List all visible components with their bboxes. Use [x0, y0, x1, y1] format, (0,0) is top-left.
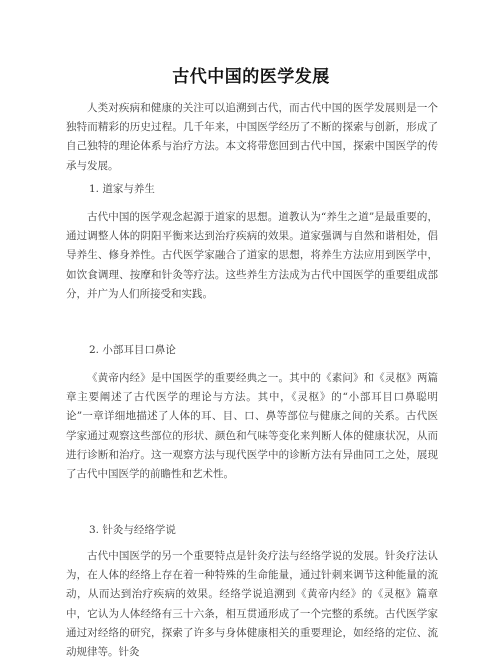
section-body-2: 《黄帝内经》是中国医学的重要经典之一。其中的《素问》和《灵枢》两篇章主要阐述了古代医学的理论与方法。其中，《灵枢》的“小部耳目口鼻聪明论”一章详细地描述了人体的耳、目、口、鼻等部位与健康之间的关系。古代医学家通过观察这些部位的形状、颜色和气味等变化来判断人体的健康状况，从而进行诊断和治疗。这一观察方法与现代医学中的诊断方法有异曲同工之处，展现了古代中国医学的前瞻性和艺术性。	[66, 372, 438, 481]
intro-paragraph: 人类对疾病和健康的关注可以追溯到古代，而古代中国的医学发展则是一个独特而精彩的历史过程。几千年来，中国医学经历了不断的探索与创新，形成了自己独特的理论体系与治疗方法。本文将带您回到古代中国，探索中国医学的传承与发展。	[66, 102, 438, 172]
section-heading-3: 3. 针灸与经络学说	[89, 524, 176, 536]
section-heading-2: 2. 小部耳目口鼻论	[89, 344, 176, 356]
section-body-3: 古代中国医学的另一个重要特点是针灸疗法与经络学说的发展。针灸疗法认为，在人体的经络上存在着一种特殊的生命能量，通过针刺来调节这种能量的流动，从而达到治疗疾病的效果。经络学说追溯到《黄帝内经》的《灵枢》篇章中，它认为人体经络有三十六条，相互贯通形成了一个完整的系统。古代医学家通过对经络的研究，探索了许多与身体健康相关的重要理论，如经络的定位、流动规律等。针灸	[66, 550, 438, 659]
section-body-1: 古代中国的医学观念起源于道家的思想。道教认为“养生之道”是最重要的，通过调整人体的阴阳平衡来达到治疗疾病的效果。道家强调与自然和谐相处，倡导养生、修身养性。古代医学家融合了道家的思想，将养生方法应用到医学中，如饮食调理、按摩和针灸等疗法。这些养生方法成为古代中国医学的重要组成部分，并广为人们所接受和实践。	[66, 211, 438, 300]
section-heading-1: 1. 道家与养生	[89, 183, 155, 195]
document-title: 古代中国的医学发展	[172, 67, 330, 87]
